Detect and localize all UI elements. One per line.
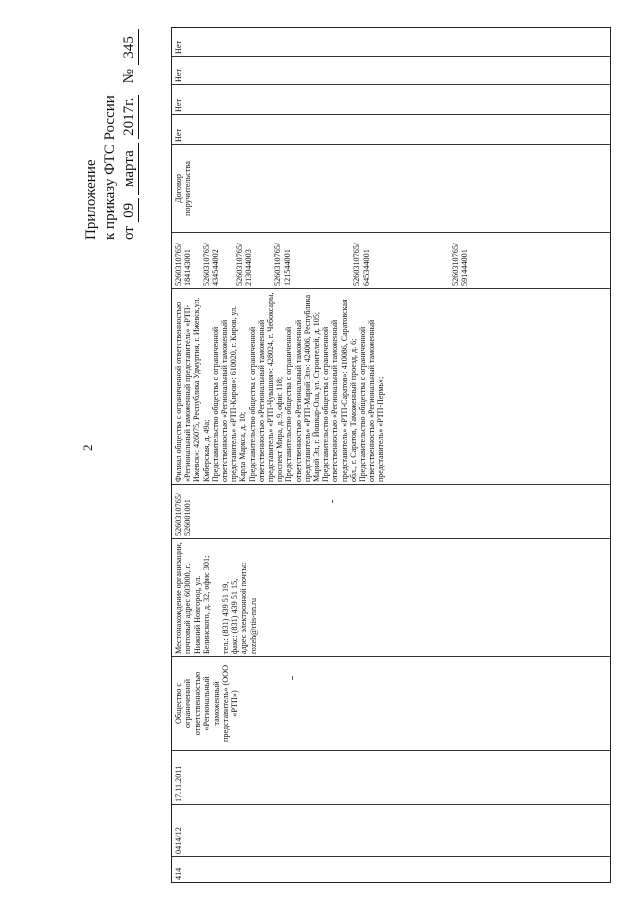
branch-inn-kpp-5: 5260310765/ 645344001 xyxy=(352,242,371,286)
branch-izhevsk: Филиал общества с ограниченной ответственностью «Региональный таможенный представитель» «РТП-Ижевск»: 426075, Республика Удмуртия, г. Ижевск,ул. Кмберская, д. 49а; xyxy=(174,297,211,482)
org-email-label: адрес электронной почты: xyxy=(239,562,249,654)
branch-kirov: Представительство общества с ограниченной ответственностью «Региональный таможенный представитель» «РТП-Киров»: 610020, г. Киров, ул. Карла Маркса, д. 10; xyxy=(210,305,248,482)
col-number xyxy=(172,856,610,882)
header-number: 345 xyxy=(121,29,139,65)
branch-inn-kpp-3: 5260310765/ 213044003 xyxy=(234,242,254,286)
org-name: Общество с ограниченной ответственностью «Региональный таможенный представитель» (ООО «РТП») xyxy=(174,665,240,742)
header-title: Приложение xyxy=(83,159,99,240)
branch-saratov: Представительство общества с ограниченной ответственностью «Региональный таможенный представитель» «РТП-Саратов»: 410086, Саратовская обл., г. Саратов, Таможенный проезд, д. 6; xyxy=(321,299,358,482)
header-day: 09 xyxy=(121,198,139,222)
branch-chuvashia: Представительство общества с ограниченной ответственностью «Региональный таможенный представитель» «РТП-Чувашия»: 428024, г. Чебоксары, проспект Мира, д. 9, офис 118; xyxy=(247,292,285,482)
branch-inn-kpp-2: 5260310765/ 434544002 xyxy=(201,242,221,286)
branch-inn-kpp-1: 5260310765/ 184143001 xyxy=(174,242,193,286)
header-order-ref: к приказу ФТС России xyxy=(102,95,118,240)
row-reg-number: 0414/12 xyxy=(174,827,183,854)
header-number-sign: № xyxy=(121,69,137,84)
branch-inn-kpp-4: 5260310765/ 121544001 xyxy=(273,242,292,286)
col-date xyxy=(172,750,610,804)
col-contract xyxy=(172,144,610,232)
col-flag-3 xyxy=(172,56,610,84)
branch-mari-el: Представительство общества с ограниченной ответственностью «Региональный таможенный представитель» «РТП-Марий Эл»: 424006, Республика Марий Эл, г. Йошкар-Ола, ул. Строителей, д. 105; xyxy=(284,294,322,482)
col-location xyxy=(172,538,610,656)
contract-type: Договор поручительства xyxy=(174,161,193,216)
row-number: 414 xyxy=(174,867,183,880)
scan-speck xyxy=(332,500,333,503)
col-flag-4 xyxy=(172,28,610,56)
org-phone: тел.: (831) 439 51 19, xyxy=(220,581,230,654)
flag-4: Нет xyxy=(174,40,183,54)
col-branches xyxy=(172,288,610,484)
scan-speck xyxy=(292,676,293,680)
header-from: от xyxy=(121,226,137,240)
org-inn-kpp: 5260310765/ 526001001 xyxy=(174,492,193,536)
flag-1: Нет xyxy=(174,128,183,142)
branch-inn-kpp-6: 5260310765/ 591444001 xyxy=(451,242,470,286)
header-month: марта xyxy=(121,143,139,195)
col-inn-kpp xyxy=(172,484,610,538)
flag-3: Нет xyxy=(174,68,183,82)
org-email: rozeh@rtis-nn.ru xyxy=(248,598,258,654)
row-date: 17.11.2011 xyxy=(174,765,183,802)
registry-table xyxy=(171,27,611,883)
page-number: 2 xyxy=(80,444,95,451)
flag-2: Нет xyxy=(174,98,183,112)
col-flag-2 xyxy=(172,84,610,114)
col-branch-inn-kpp xyxy=(172,232,610,288)
order-header xyxy=(82,10,139,240)
col-reg-number xyxy=(172,804,610,856)
header-year: 2017г. xyxy=(121,95,139,139)
col-flag-1 xyxy=(172,114,610,144)
org-location: Местонахождение организации, почтовый адрес 603000, г. Нижний Новгород, ул. Белинского, д. 32, офис 301; xyxy=(174,542,212,654)
header-date-line xyxy=(120,10,139,240)
branch-perm: Представительство общества с ограниченной ответственностью «Региональный таможенный представитель» «РТП-Пермь»; xyxy=(358,319,386,482)
org-fax: факс: (831) 439 51 15, xyxy=(230,578,240,654)
col-org-name xyxy=(172,656,610,750)
